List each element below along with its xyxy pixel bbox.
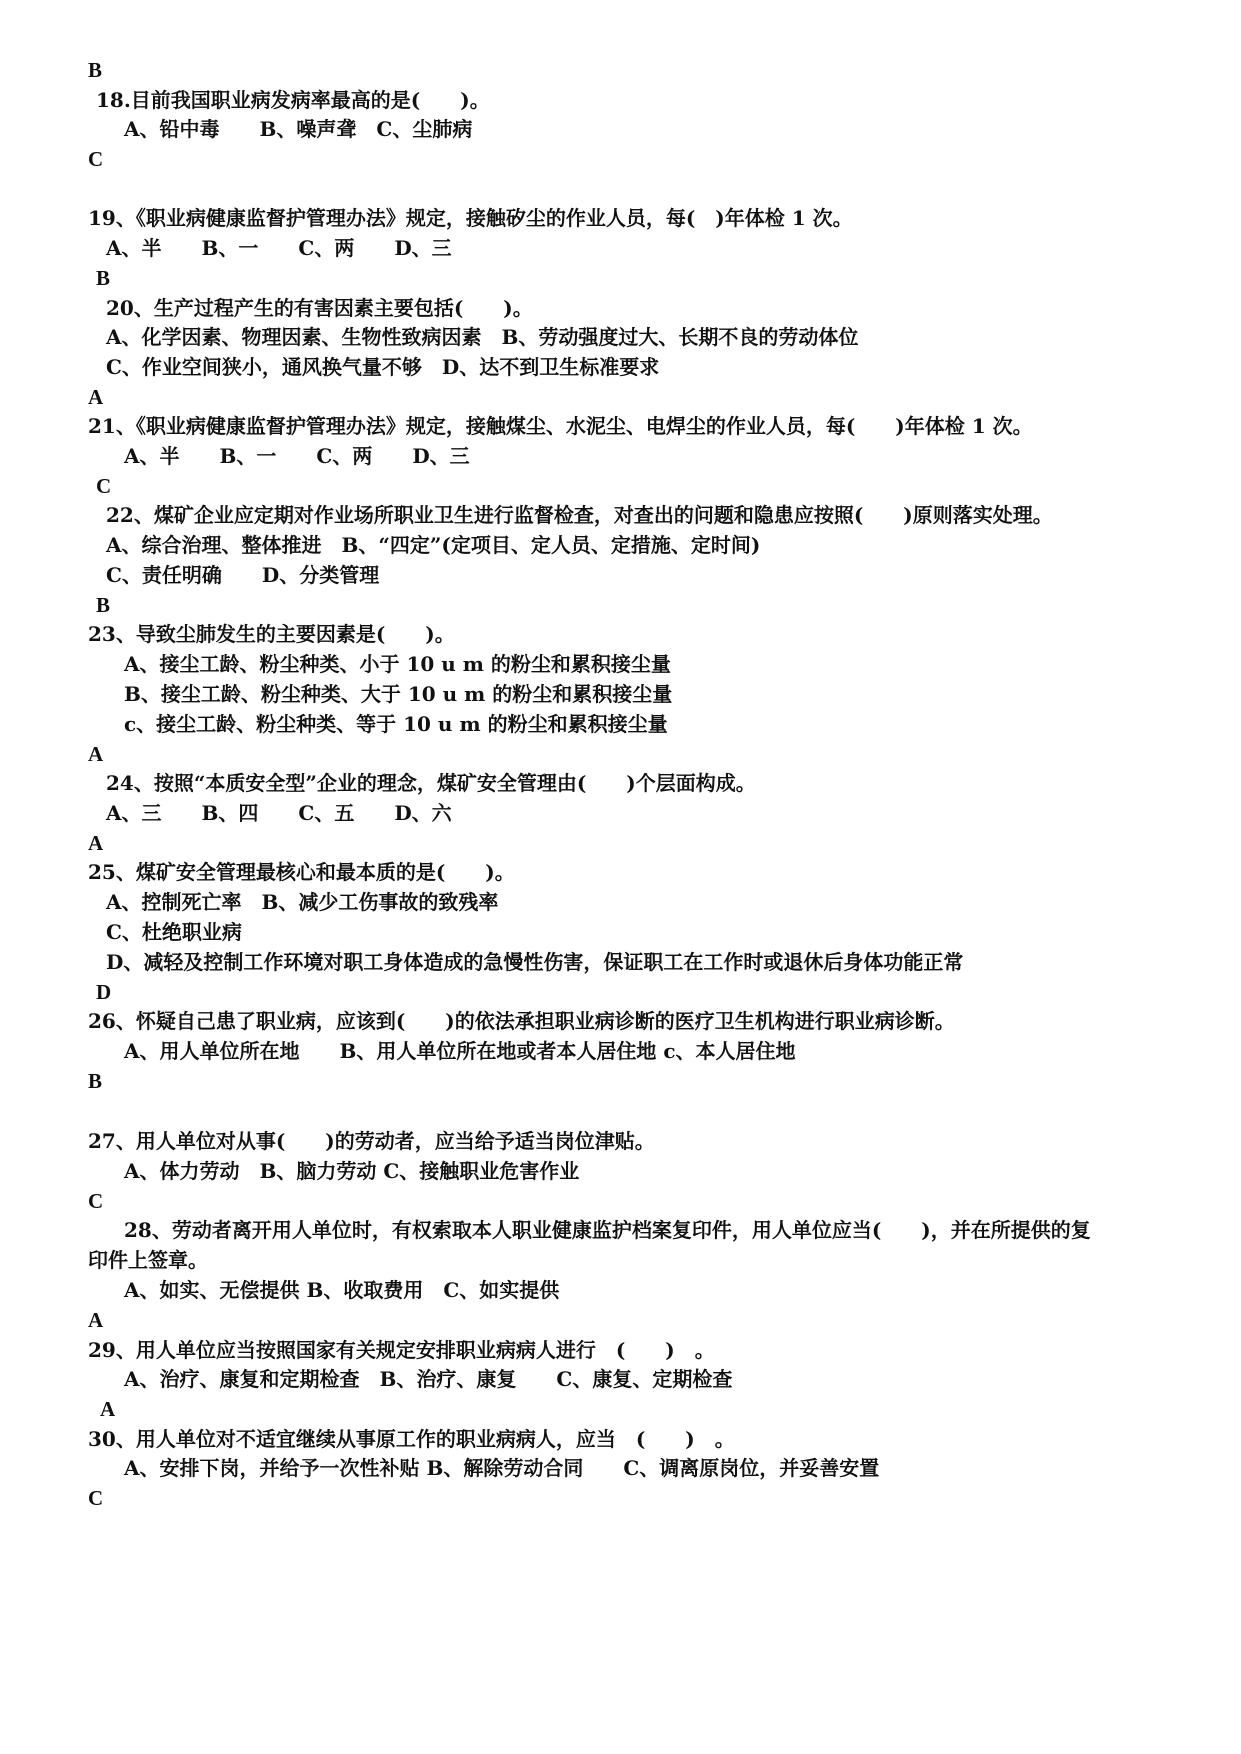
question-28-cont: 印件上签章。	[88, 1248, 208, 1272]
question-25: 25、煤矿安全管理最核心和最本质的是( )。	[88, 860, 515, 884]
options-20-a: A、化学因素、物理因素、生物性致病因素 B、劳动强度过大、长期不良的劳动体位	[106, 325, 859, 349]
question-21: 21、《职业病健康监督护管理办法》规定，接触煤尘、水泥尘、电焊尘的作业人员，每( )年体检 1 次。	[88, 414, 1033, 438]
question-23: 23、导致尘肺发生的主要因素是( )。	[88, 622, 455, 646]
options-20-c: C、作业空间狭小，通风换气量不够 D、达不到卫生标准要求	[106, 355, 660, 379]
options-26: A、用人单位所在地 B、用人单位所在地或者本人居住地 c、本人居住地	[124, 1039, 796, 1063]
question-22: 22、煤矿企业应定期对作业场所职业卫生进行监督检查，对查出的问题和隐患应按照( )原则落实处理。	[106, 503, 1053, 527]
options-23-a: A、接尘工龄、粉尘种类、小于 10 u m 的粉尘和累积接尘量	[124, 652, 671, 676]
options-27: A、体力劳动 B、脑力劳动 C、接触职业危害作业	[124, 1159, 580, 1183]
options-25-d: D、减轻及控制工作环境对职工身体造成的急慢性伤害，保证职工在工作时或退休后身体功能正常	[106, 950, 964, 974]
question-30: 30、用人单位对不适宜继续从事原工作的职业病病人，应当 ( ) 。	[88, 1427, 735, 1451]
options-22-c: C、责任明确 D、分类管理	[106, 563, 380, 587]
options-23-b: B、接尘工龄、粉尘种类、大于 10 u m 的粉尘和累积接尘量	[124, 682, 673, 706]
answer-28: A	[88, 1308, 104, 1332]
options-24: A、三 B、四 C、五 D、六	[106, 801, 452, 825]
options-29: A、治疗、康复和定期检查 B、治疗、康复 C、康复、定期检查	[124, 1367, 733, 1391]
answer-20: A	[88, 385, 104, 409]
answer-22: B	[96, 593, 111, 617]
question-20: 20、生产过程产生的有害因素主要包括( )。	[106, 296, 533, 320]
options-25-a: A、控制死亡率 B、减少工伤事故的致残率	[106, 890, 499, 914]
options-21: A、半 B、一 C、两 D、三	[124, 444, 470, 468]
options-30: A、安排下岗，并给予一次性补贴 B、解除劳动合同 C、调离原岗位，并妥善安置	[124, 1456, 880, 1480]
answer-18: C	[88, 147, 104, 171]
question-26: 26、怀疑自己患了职业病，应该到( )的依法承担职业病诊断的医疗卫生机构进行职业病诊断。	[88, 1009, 955, 1033]
answer-21: C	[96, 474, 112, 498]
answer-19: B	[96, 266, 111, 290]
answer-17: B	[88, 58, 103, 82]
answer-26: B	[88, 1069, 103, 1093]
question-18: 18.目前我国职业病发病率最高的是( )。	[96, 88, 490, 112]
question-27: 27、用人单位对从事( )的劳动者，应当给予适当岗位津贴。	[88, 1129, 655, 1153]
options-18: A、铅中毒 B、噪声聋 C、尘肺病	[124, 117, 473, 141]
answer-23: A	[88, 742, 104, 766]
answer-27: C	[88, 1189, 104, 1213]
options-28: A、如实、无偿提供 B、收取费用 C、如实提供	[124, 1278, 560, 1302]
options-19: A、半 B、一 C、两 D、三	[106, 236, 452, 260]
question-19: 19、《职业病健康监督护管理办法》规定，接触矽尘的作业人员，每( )年体检 1 次。	[88, 206, 853, 230]
options-23-c: c、接尘工龄、粉尘种类、等于 10 u m 的粉尘和累积接尘量	[124, 712, 668, 736]
answer-29: A	[100, 1397, 116, 1421]
answer-25: D	[96, 980, 112, 1004]
options-22-a: A、综合治理、整体推进 B、“四定”(定项目、定人员、定措施、定时间)	[106, 533, 761, 557]
answer-24: A	[88, 831, 104, 855]
options-25-c: C、杜绝职业病	[106, 920, 242, 944]
answer-30: C	[88, 1486, 104, 1510]
question-29: 29、用人单位应当按照国家有关规定安排职业病病人进行 ( ) 。	[88, 1338, 715, 1362]
question-28: 28、劳动者离开用人单位时，有权索取本人职业健康监护档案复印件，用人单位应当( )，并在所提供的复	[124, 1218, 1091, 1242]
question-24: 24、按照“本质安全型”企业的理念，煤矿安全管理由( )个层面构成。	[106, 771, 756, 795]
